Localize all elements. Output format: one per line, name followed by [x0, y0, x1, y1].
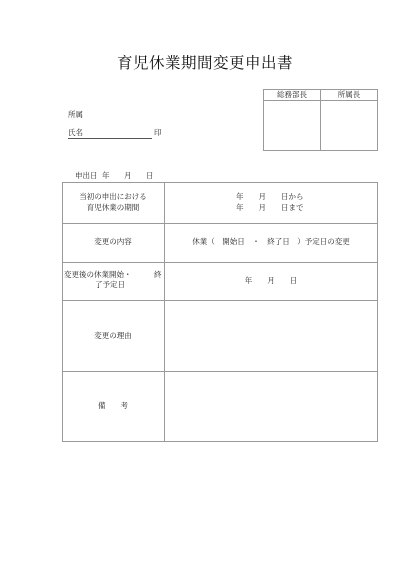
approval-head2-label: 所属長: [337, 90, 361, 99]
row-divider: [62, 371, 378, 372]
remarks-label: 備 考: [98, 401, 128, 410]
original-period-label-line1: 当初の申出における: [79, 192, 147, 201]
document-title: 育児休業期間変更申出書: [116, 54, 293, 72]
application-table: [62, 182, 378, 442]
department-label: 所属: [68, 110, 83, 119]
date-prefix: 申出日: [75, 171, 98, 180]
date-day: 日: [146, 171, 154, 180]
original-period-label-line2: 育児休業の期間: [86, 203, 140, 212]
approval-head1-stamp-area[interactable]: [263, 100, 321, 151]
original-period-to: 年 月 日まで: [236, 203, 304, 212]
date-month: 月: [124, 171, 132, 180]
original-period-value-cell[interactable]: [165, 183, 377, 223]
change-content-value[interactable]: 休業（ 開始日 ・ 終了日 ）予定日の変更: [192, 237, 350, 246]
change-content-label: 変更の内容: [94, 237, 132, 246]
new-date-label-line1a: 変更後の休業開始・: [64, 270, 132, 279]
reason-value-area[interactable]: [168, 306, 373, 366]
row-divider: [62, 300, 378, 301]
approval-head1-label: 総務部長: [277, 90, 307, 99]
original-period-from: 年 月 日から: [236, 192, 304, 201]
new-date-label-line2: 了予定日: [95, 280, 125, 289]
table-border-right: [377, 182, 378, 442]
approval-head2-stamp-area[interactable]: [320, 100, 378, 151]
approval-stamp-box: [263, 89, 378, 151]
row-divider: [62, 223, 378, 224]
name-underline[interactable]: [68, 138, 152, 139]
name-label: 氏名: [68, 128, 83, 137]
reason-label: 変更の理由: [94, 331, 132, 340]
row-divider: [62, 262, 378, 263]
new-date-label-line1b: 終: [154, 270, 162, 279]
table-border-bottom: [62, 441, 378, 442]
remarks-value-area[interactable]: [168, 377, 373, 437]
date-year: 年: [102, 171, 110, 180]
new-date-value[interactable]: 年 月 日: [244, 276, 298, 285]
seal-mark: 印: [154, 128, 162, 137]
